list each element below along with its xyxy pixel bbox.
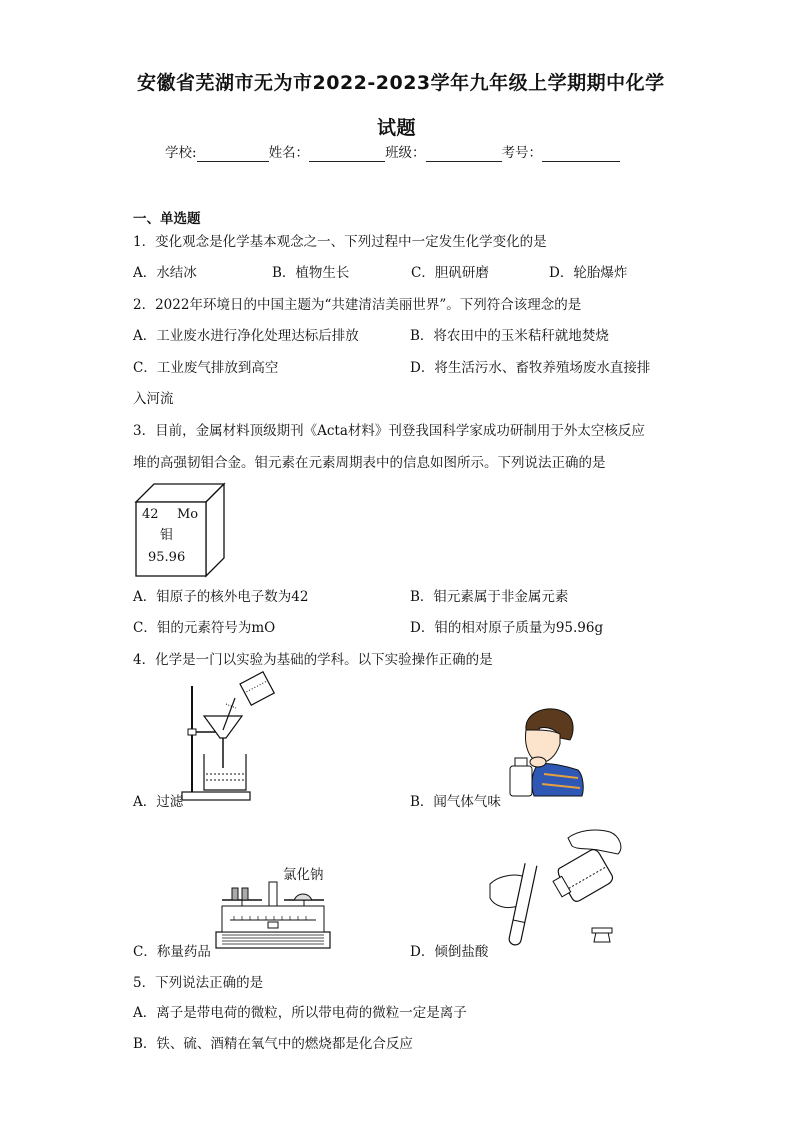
q1-option-c: C．胆矾研磨 [411,265,489,281]
q2-option-d-cont: 入河流 [133,391,174,407]
school-label: 学校: [165,145,197,161]
q4-option-a: A．过滤 [133,794,184,810]
q1-option-b: B．植物生长 [272,265,350,281]
q3-option-d: D．钼的相对原子质量为95.96g [410,620,604,636]
page-title-line2: 试题 [377,117,417,139]
q3-option-a: A．钼原子的核外电子数为42 [133,589,309,605]
exam-number-label: 考号： [501,145,543,161]
smell-gas-figure [508,704,586,800]
q3-option-b: B．钼元素属于非金属元素 [410,589,569,605]
q1-stem: 1．变化观念是化学基本观念之一、下列过程中一定发生化学变化的是 [133,234,547,250]
q5-option-a: A．离子是带电荷的微粒，所以带电荷的微粒一定是离子 [133,1005,467,1021]
exam-number-blank[interactable] [542,147,620,162]
header-fields [165,144,620,162]
balance-label: 氯化钠 [283,867,324,883]
page-title-line1: 安徽省芜湖市无为市2022-2023学年九年级上学期期中化学 [137,72,665,94]
class-label: 班级： [385,145,426,161]
name-blank[interactable] [309,147,385,162]
q2-option-b: B．将农田中的玉米秸秆就地焚烧 [410,328,609,344]
q3-stem-line2: 堆的高强韧钼合金。钼元素在元素周期表中的信息如图所示。下列说法正确的是 [133,455,606,471]
filtration-figure [180,682,280,804]
q2-option-d: D．将生活污水、畜牧养殖场废水直接排 [410,360,651,376]
q1-option-d: D．轮胎爆炸 [549,265,628,281]
q3-stem-line1: 3．目前，金属材料顶级期刊《Acta材料》刊登我国科学家成功研制用于外太空核反应 [133,423,645,439]
q2-stem: 2．2022年环境日的中国主题为“共建清洁美丽世界”。下列符合该理念的是 [133,297,582,313]
q4-option-c: C．称量药品 [133,944,211,960]
section-heading: 一、单选题 [133,211,201,227]
pour-acid-figure [488,824,626,954]
element-name: 钼 [160,528,174,543]
q2-option-a: A．工业废水进行净化处理达标后排放 [133,328,359,344]
q3-option-c: C．钼的元素符号为mO [133,620,276,636]
school-blank[interactable] [197,147,269,162]
q4-option-d: D．倾倒盐酸 [410,944,489,960]
element-symbol: Mo [177,507,199,522]
q1-option-a: A．水结冰 [133,265,197,281]
class-blank[interactable] [426,147,502,162]
q5-option-b: B．铁、硫、酒精在氧气中的燃烧都是化合反应 [133,1036,413,1052]
q4-option-b: B．闻气体气味 [410,794,501,810]
q2-option-c: C．工业废气排放到高空 [133,360,279,376]
element-atomic-number: 42 [142,507,159,522]
q5-stem: 5．下列说法正确的是 [133,975,264,991]
element-mass: 95.96 [148,550,186,565]
balance-figure [212,878,334,950]
q4-stem: 4．化学是一门以实验为基础的学科。以下实验操作正确的是 [133,652,493,668]
name-label: 姓名： [268,145,310,161]
